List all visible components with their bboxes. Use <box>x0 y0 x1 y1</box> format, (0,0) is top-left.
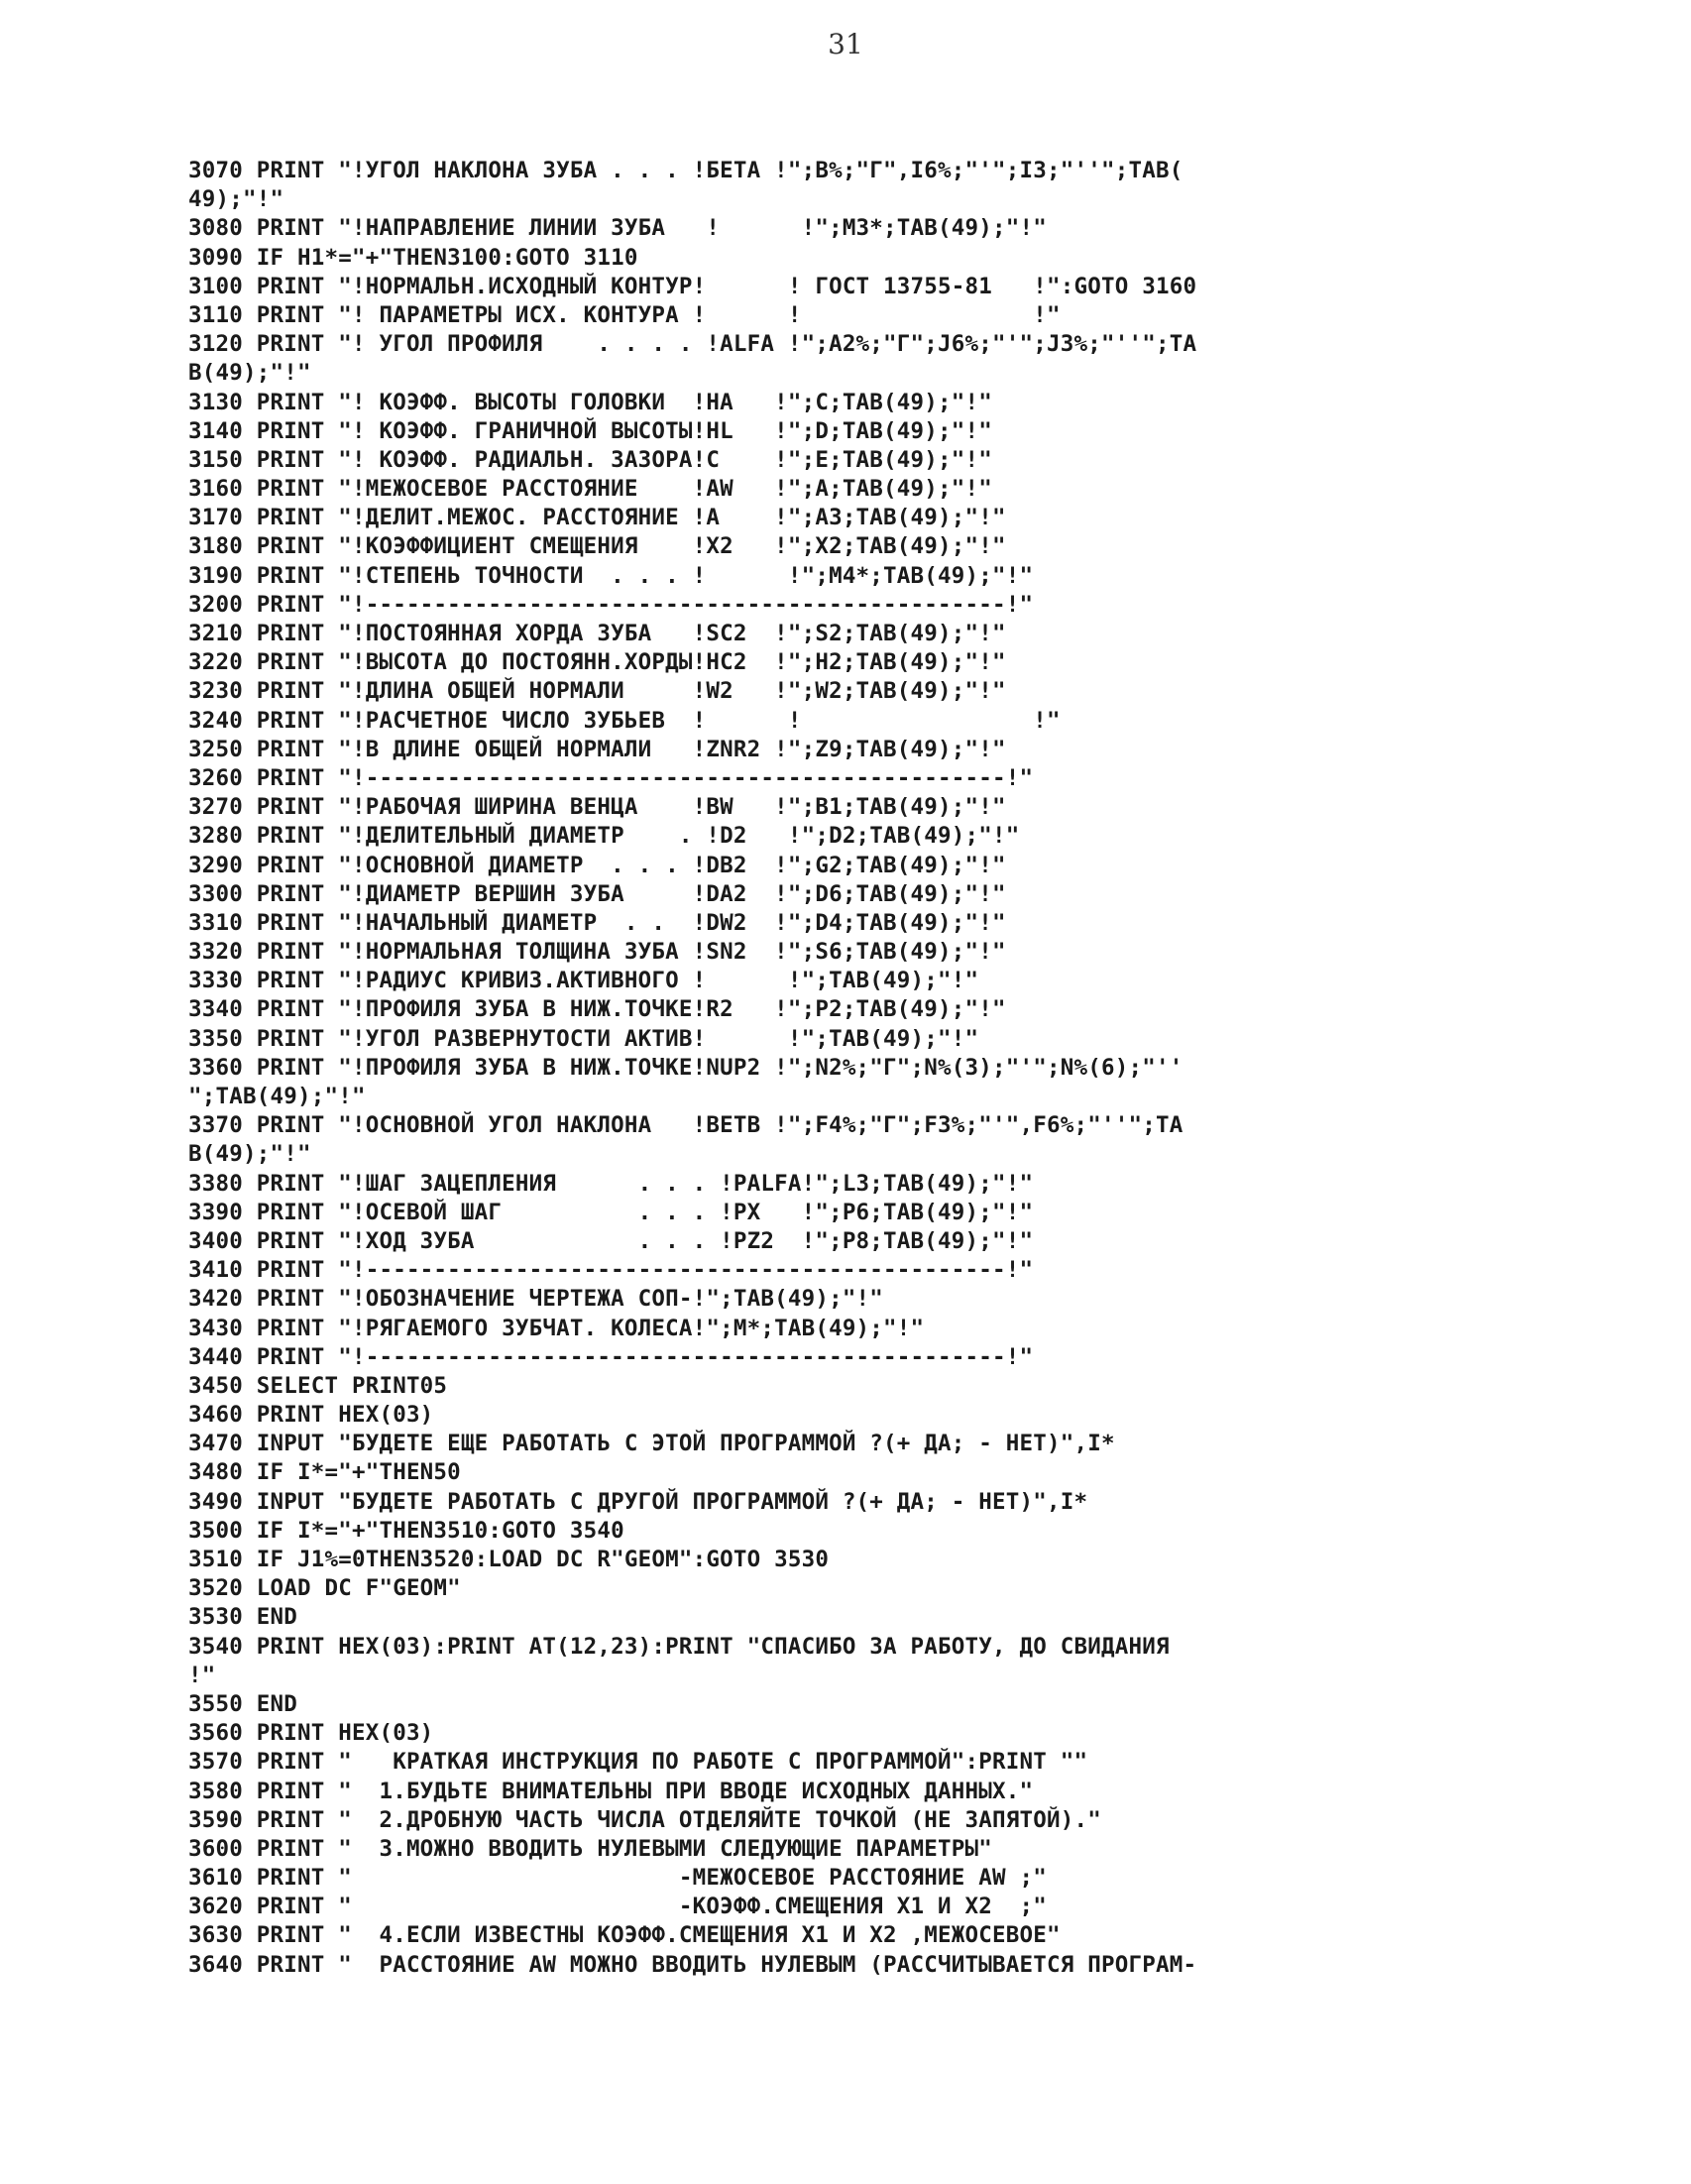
listing-line: B(49);"!" <box>188 360 311 387</box>
page-number: 31 <box>828 28 863 60</box>
listing-line: 3220 PRINT "!ВЫСОТА ДО ПОСТОЯНН.ХОРДЫ!HC2 !";H2;TAB(49);"!" <box>188 649 1006 676</box>
listing-line: 3470 INPUT "БУДЕТЕ ЕЩЕ РАБОТАТЬ С ЭТОЙ ПРОГРАММОЙ ?(+ ДА; - НЕТ)",I* <box>188 1431 1115 1457</box>
listing-line: 3190 PRINT "!СТЕПЕНЬ ТОЧНОСТИ . . . ! !";M4*;TAB(49);"!" <box>188 562 1034 589</box>
listing-line: 3640 PRINT " РАССТОЯНИЕ AW МОЖНО ВВОДИТЬ НУЛЕВЫМ (РАССЧИТЫВАЕТСЯ ПРОГРАМ- <box>188 1951 1197 1978</box>
listing-line: 3390 PRINT "!ОСЕВОЙ ШАГ . . . !PX !";P6;TAB(49);"!" <box>188 1199 1034 1225</box>
listing-line: 3120 PRINT "! УГОЛ ПРОФИЛЯ . . . . !ALFA !";A2%;"Г";J6%;"'";J3%;"''";TA <box>188 331 1197 358</box>
listing-line: 3280 PRINT "!ДЕЛИТЕЛЬНЫЙ ДИАМЕТР . !D2 !";D2;TAB(49);"!" <box>188 823 1020 850</box>
listing-line: 3600 PRINT " 3.МОЖНО ВВОДИТЬ НУЛЕВЫМИ СЛЕДУЮЩИЕ ПАРАМЕТРЫ" <box>188 1835 993 1862</box>
listing-line: 3370 PRINT "!ОСНОВНОЙ УГОЛ НАКЛОНА !BETB !";F4%;"Г";F3%;"'",F6%;"''";TA <box>188 1112 1184 1139</box>
listing-line: 3240 PRINT "!РАСЧЕТНОЕ ЧИСЛО ЗУБЬЕВ ! ! !" <box>188 707 1061 734</box>
listing-line: 3440 PRINT "!-----------------------------------------------!" <box>188 1343 1034 1370</box>
listing-line: 3550 END <box>188 1690 297 1717</box>
listing-line: 3110 PRINT "! ПАРАМЕТРЫ ИСХ. КОНТУРА ! ! !" <box>188 301 1061 328</box>
listing-line: 3380 PRINT "!ШАГ ЗАЦЕПЛЕНИЯ . . . !PALFA!";L3;TAB(49);"!" <box>188 1170 1034 1197</box>
listing-line: 3530 END <box>188 1604 297 1631</box>
listing-line: 3420 PRINT "!ОБОЗНАЧЕНИЕ ЧЕРТЕЖА СОП-!";TAB(49);"!" <box>188 1286 884 1313</box>
listing-line: 3630 PRINT " 4.ЕСЛИ ИЗВЕСТНЫ КОЭФФ.СМЕЩЕНИЯ X1 И X2 ,МЕЖОСЕВОЕ" <box>188 1922 1061 1949</box>
listing-line: 3520 LOAD DC F"GEOM" <box>188 1575 461 1602</box>
listing-line: 3620 PRINT " -КОЭФФ.СМЕЩЕНИЯ X1 И X2 ;" <box>188 1894 1048 1920</box>
listing-line: 3130 PRINT "! КОЭФФ. ВЫСОТЫ ГОЛОВКИ !HA !";C;TAB(49);"!" <box>188 389 993 415</box>
listing-line: 3070 PRINT "!УГОЛ НАКЛОНА ЗУБА . . . !БЕТА !";В%;"Г",I6%;"'";I3;"''";TAB( <box>188 158 1184 183</box>
listing-line: B(49);"!" <box>188 1141 311 1168</box>
listing-line: 3480 IF I*="+"THEN50 <box>188 1459 461 1486</box>
listing-line: 3580 PRINT " 1.БУДЬТЕ ВНИМАТЕЛЬНЫ ПРИ ВВОДЕ ИСХОДНЫХ ДАННЫХ." <box>188 1778 1034 1804</box>
program-listing <box>188 157 1655 1980</box>
listing-line: 3300 PRINT "!ДИАМЕТР ВЕРШИН ЗУБА !DA2 !";D6;TAB(49);"!" <box>188 880 1006 907</box>
listing-line: 3350 PRINT "!УГОЛ РАЗВЕРНУТОСТИ АКТИВ! !";TAB(49);"!" <box>188 1025 979 1052</box>
listing-line: 3330 PRINT "!РАДИУС КРИВИЗ.АКТИВНОГО ! !";TAB(49);"!" <box>188 968 979 994</box>
listing-line: 3310 PRINT "!НАЧАЛЬНЫЙ ДИАМЕТР . . !DW2 !";D4;TAB(49);"!" <box>188 909 1006 936</box>
listing-line: 3610 PRINT " -МЕЖОСЕВОЕ РАССТОЯНИЕ AW ;" <box>188 1865 1048 1892</box>
listing-line: 3410 PRINT "!-----------------------------------------------!" <box>188 1257 1034 1284</box>
listing-line: 3230 PRINT "!ДЛИНА ОБЩЕЙ НОРМАЛИ !W2 !";W2;TAB(49);"!" <box>188 678 1006 705</box>
listing-line: 3490 INPUT "БУДЕТЕ РАБОТАТЬ С ДРУГОЙ ПРОГРАММОЙ ?(+ ДА; - НЕТ)",I* <box>188 1488 1088 1515</box>
listing-line: 3290 PRINT "!ОСНОВНОЙ ДИАМЕТР . . . !DB2 !";G2;TAB(49);"!" <box>188 852 1006 878</box>
listing-line: 3340 PRINT "!ПРОФИЛЯ ЗУБА В НИЖ.ТОЧКЕ!R2 !";P2;TAB(49);"!" <box>188 996 1006 1023</box>
listing-line: 3460 PRINT HEX(03) <box>188 1402 434 1429</box>
listing-line: 3210 PRINT "!ПОСТОЯННАЯ ХОРДА ЗУБА !SC2 !";S2;TAB(49);"!" <box>188 621 1006 646</box>
listing-line: 3590 PRINT " 2.ДРОБНУЮ ЧАСТЬ ЧИСЛА ОТДЕЛЯЙТЕ ТОЧКОЙ (НЕ ЗАПЯТОЙ)." <box>188 1806 1101 1833</box>
listing-line: 3500 IF I*="+"THEN3510:GOTO 3540 <box>188 1517 624 1544</box>
listing-line: 3260 PRINT "!-----------------------------------------------!" <box>188 764 1034 791</box>
listing-line: 3180 PRINT "!КОЭФФИЦИЕНТ СМЕЩЕНИЯ !X2 !";X2;TAB(49);"!" <box>188 533 1006 560</box>
listing-line: 3150 PRINT "! КОЭФФ. РАДИАЛЬН. ЗАЗОРА!C !";E;TAB(49);"!" <box>188 446 993 473</box>
listing-line: 3200 PRINT "!-----------------------------------------------!" <box>188 591 1034 618</box>
listing-line: 3270 PRINT "!РАБОЧАЯ ШИРИНА ВЕНЦА !BW !";B1;TAB(49);"!" <box>188 794 1006 821</box>
listing-line: 3080 PRINT "!НАПРАВЛЕНИЕ ЛИНИИ ЗУБА ! !";M3*;TAB(49);"!" <box>188 215 1048 242</box>
listing-line: 49);"!" <box>188 186 284 213</box>
listing-line: 3090 IF H1*="+"THEN3100:GOTO 3110 <box>188 244 638 271</box>
listing-line: 3510 IF J1%=0THEN3520:LOAD DC R"GEOM":GOTO 3530 <box>188 1547 830 1572</box>
listing-line: 3560 PRINT HEX(03) <box>188 1720 434 1747</box>
listing-line: 3450 SELECT PRINT05 <box>188 1372 448 1399</box>
listing-line: 3430 PRINT "!РЯГАЕМОГО ЗУБЧАТ. КОЛЕСА!";M*;TAB(49);"!" <box>188 1315 925 1341</box>
listing-line: 3400 PRINT "!ХОД ЗУБА . . . !PZ2 !";P8;TAB(49);"!" <box>188 1227 1034 1254</box>
listing-line: ";TAB(49);"!" <box>188 1084 366 1109</box>
listing-line: 3320 PRINT "!НОРМАЛЬНАЯ ТОЛЩИНА ЗУБА !SN2 !";S6;TAB(49);"!" <box>188 939 1006 966</box>
listing-line: 3170 PRINT "!ДЕЛИТ.МЕЖОС. РАССТОЯНИЕ !A !";A3;TAB(49);"!" <box>188 505 1006 531</box>
listing-line: 3360 PRINT "!ПРОФИЛЯ ЗУБА В НИЖ.ТОЧКЕ!NUP2 !";N2%;"Г";N%(3);"'";N%(6);"'' <box>188 1054 1184 1081</box>
listing-line: 3250 PRINT "!В ДЛИНЕ ОБЩЕЙ НОРМАЛИ !ZNR2 !";Z9;TAB(49);"!" <box>188 736 1006 762</box>
listing-line: 3160 PRINT "!МЕЖОСЕВОЕ РАССТОЯНИЕ !AW !";A;TAB(49);"!" <box>188 476 993 503</box>
listing-line: !" <box>188 1662 216 1688</box>
listing-line: 3100 PRINT "!НОРМАЛЬН.ИСХОДНЫЙ КОНТУР! ! ГОСТ 13755-81 !":GOTO 3160 <box>188 273 1197 299</box>
listing-line: 3540 PRINT HEX(03):PRINT AT(12,23):PRINT "СПАСИБО ЗА РАБОТУ, ДО СВИДАНИЯ <box>188 1633 1170 1660</box>
listing-line: 3140 PRINT "! КОЭФФ. ГРАНИЧНОЙ ВЫСОТЫ!HL !";D;TAB(49);"!" <box>188 417 993 444</box>
listing-line: 3570 PRINT " КРАТКАЯ ИНСТРУКЦИЯ ПО РАБОТЕ С ПРОГРАММОЙ":PRINT "" <box>188 1749 1088 1776</box>
